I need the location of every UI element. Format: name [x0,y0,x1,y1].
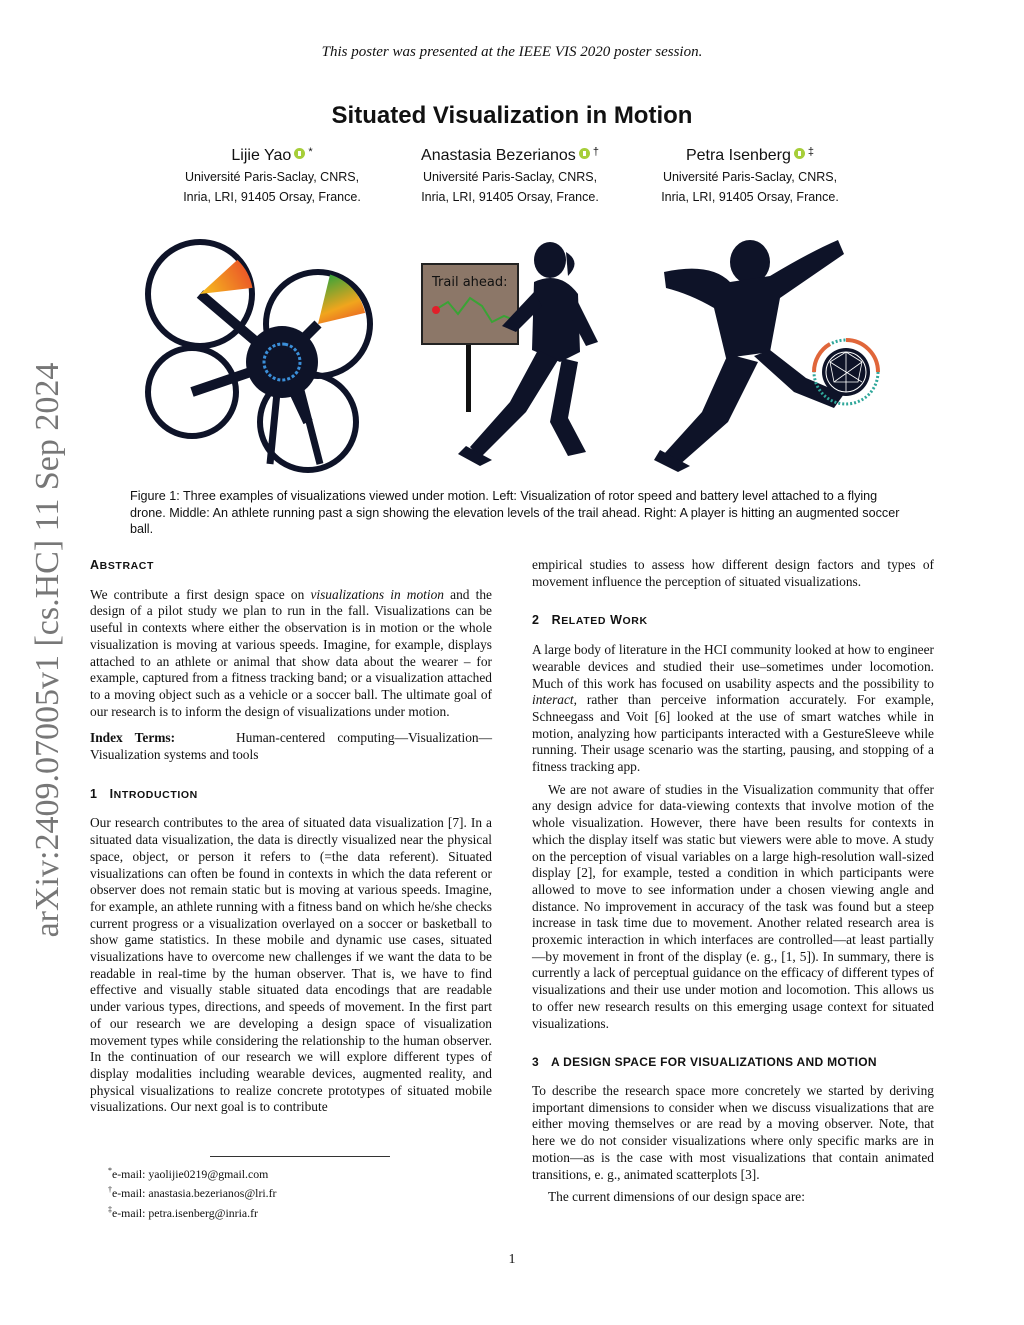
design-space-heading: 3 A DESIGN SPACE FOR VISUALIZATIONS AND MOTION [532,1055,877,1070]
design-space-text: The current dimensions of our design space are: [548,1189,805,1205]
arxiv-stamp: arXiv:2409.07005v1 [cs.HC] 11 Sep 2024 [29,362,66,938]
author-mark: † [592,146,599,158]
poster-notice: This poster was presented at the IEEE VIS 2020 poster session. [321,44,703,60]
author-affiliation: Université Paris-Saclay, CNRS, [184,170,360,184]
author-name: Anastasia Bezerianos [421,147,576,164]
design-space-text: To describe the research space more concretely we started by deriving important dimensions to consider when we discuss visualizations that are either moving themselves or are read by a moving observer. Note, that here we do not consider visualizations where only specific marks are in motion—as is the case with most visualizations that contain animated transitions, e. g., animated scatterplots [3]. [532,1082,934,1182]
related-work-heading: 2 RELATED WORK [532,613,648,628]
abstract-heading: ABSTRACT [90,558,155,572]
figure-caption: Figure 1: Three examples of visualizations viewed under motion. Left: Visualization of rotor speed and battery level attached to a flying drone. Middle: An athlete running past a sign showing the elevation levels of the trail ahead. Right: A player is hitting an augmented soccer ball. [130,489,900,536]
orcid-icon[interactable] [794,148,805,159]
author-mark: ‡ [807,146,815,158]
paper-title: Situated Visualization in Motion [331,102,693,129]
author-affiliation: Université Paris-Saclay, CNRS, [662,170,838,184]
page-number: 1 [508,1252,516,1267]
index-terms: Index Terms: Human-centered computing—Visualization—Visualization systems and tools [90,730,492,763]
footnote: ‡e-mail: petra.isenberg@inria.fr [108,1204,258,1220]
related-work-text: We are not aware of studies in the Visualization community that offer any design advice for data-viewing contexts that involve motion of the whole visualization. However, there have been results for contexts in which the display itself was static but viewers were able to move. A study on the perception of visual variables on a large high-resolution wall-sized display [2], for example, tested a condition in which participants were allowed to move to see information under a chosen viewing angle and distance. No improvement in accuracy of the task was found but a steep increase in task time due to movement. Another related research area is proxemic interaction in which interfaces are controlled—at least partially—by movement in front of the display (e. g., [1, 5]). In summary, there is currently a lack of perceptual guidance on the efficacy of different types of visualizations and their use under motion and locomotion. This allows us to offer new research results on this emerging usage context for situated visualizations. [532,781,934,1031]
sign-text: Trail ahead: [432,275,508,290]
author-affiliation: Inria, LRI, 91405 Orsay, France. [661,190,839,204]
author-affiliation: Université Paris-Saclay, CNRS, [422,170,598,184]
left-column [90,557,492,1122]
author-affiliation: Inria, LRI, 91405 Orsay, France. [183,190,361,204]
teaser-figure [130,232,900,482]
position-marker [432,306,440,314]
drone-body [246,326,318,398]
trail-sign [422,264,518,412]
author-block-3 [630,146,870,207]
footnote-rule [210,1156,390,1157]
introduction-text: Our research contributes to the area of situated data visualization [7]. In a situated data visualization, the data is directly visualized near the physical space, object, or person it refers to (=the data referent). Situated visualizations can often be found in contexts in which the data referent or observer does not remain static but is moving at various speeds. Imagine, for example, an athlete running with a fitness band on which he/she checks current progress or a visualization overlayed on a soccer or basketball to show game statistics. In these mobile and dynamic use cases, situated visualizations have to overcome new challenges if we want the data to be readable in real-time by the human observer. That is, we have to find effective and visually stable situated data encodings that are readable under various types, directions, and speeds of movement. In the first part of our research we are developing a design space of visualization movement types while considering the relationship to the human observer. In the continuation of our research we will explore different types of display modalities including wearable devices, augmented reality, and physical visualizations to realize concrete prototypes of situated mobile visualizations. Our next goal is to contribute [90,815,492,1115]
related-work-text: A large body of literature in the HCI community looked at how to engineer wearable devices and studied their use–sometimes under locomotion. Much of this work has focused on usability aspects and the possibility to interact, rather than perceive information accurately. For example, Schneegass and Voit [6] looked at the use of smart watches while in motion, analyzing how participants interacted with a GestureSleeve while running. Their usage scenario was the starting, pausing, and stopping of a fitness tracking app. [532,642,934,775]
footnote: †e-mail: anastasia.bezerianos@lri.fr [108,1185,277,1201]
abstract-text: We contribute a first design space on visualizations in motion and the design of a pilot study we plan to run in the fall. Visualizations can be useful in contexts where either the observation is in motion or the whole visualization is moving at various speeds. Imagine, for example, displays attached to an athlete or animal that show data about the wearer – for example, captured from a fitness tracking band; or a visualization attached to a moving object such as a vehicle or a soccer ball. The ultimate goal of our research is to inform the design of visualizations under motion. [90,586,492,719]
author-block-1 [152,146,392,207]
orcid-icon[interactable] [294,148,305,159]
right-column [532,557,934,1212]
author-mark: * [308,146,313,158]
orcid-icon[interactable] [579,148,590,159]
footnotes [90,1163,492,1221]
introduction-heading: 1 INTRODUCTION [90,786,198,801]
soccer-player-silhouette [654,240,844,472]
author-name: Lijie Yao [231,147,292,164]
author-name: Petra Isenberg [685,147,791,164]
introduction-continuation: empirical studies to assess how different design factors and types of movement influence the perception of situated visualizations. [532,557,934,589]
author-affiliation: Inria, LRI, 91405 Orsay, France. [421,190,599,204]
footnote: *e-mail: yaolijie0219@gmail.com [108,1166,269,1181]
sign-post [466,340,471,412]
author-block-2 [390,146,630,207]
